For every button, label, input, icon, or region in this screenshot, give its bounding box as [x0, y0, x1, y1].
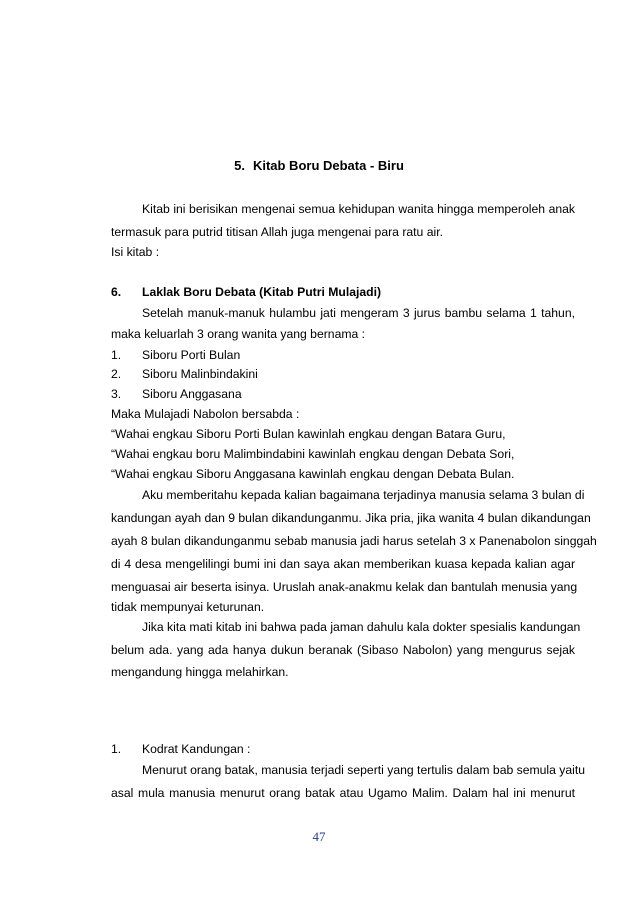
paragraph3-line-1: Jika kita mati kitab ini bahwa pada jaman dahulu kala dokter spesialis kandungan	[142, 620, 581, 634]
list-item-text: Siboru Porti Bulan	[142, 348, 241, 362]
list-item-number: 3.	[111, 387, 122, 401]
section-title-text: Kitab Boru Debata - Biru	[252, 158, 404, 173]
intro-line-3: Isi kitab :	[111, 245, 160, 259]
paragraph2-line-3: ayah 8 bulan dikandunganmu sebab manusia jadi harus setelah 3 x Panenabolon singgah	[111, 534, 597, 548]
paragraph2-line-5: menguasai air beserta isinya. Uruslah anak-anakmu kelak dan bantulah menusia yang	[111, 580, 578, 594]
page-number: 47	[312, 829, 326, 844]
paragraph3-line-2: belum ada. yang ada hanya dukun beranak (Sibaso Nabolon) yang mengurus sejak	[111, 643, 575, 657]
paragraph2-line-1: Aku memberitahu kepada kalian bagaimana terjadinya manusia selama 3 bulan di	[142, 488, 585, 502]
section-title	[0, 158, 638, 174]
paragraph2-line-6: tidak mempunyai keturunan.	[111, 600, 265, 614]
paragraph2-line-2: kandungan ayah dan 9 bulan dikandunganmu. Jika pria, jika wanita 4 bulan dikandungan	[111, 511, 591, 525]
saying-line: Maka Mulajadi Nabolon bersabda :	[111, 407, 300, 421]
paragraph2-line-4: di 4 desa mengelilingi bumi ini dan saya akan memberikan kuasa kepada kalian agar	[111, 557, 575, 571]
section1-number: 1.	[111, 742, 122, 756]
list-item-text: Siboru Malinbindakini	[142, 367, 258, 381]
section1-line-2: asal mula manusia menurut orang batak atau Ugamo Malim. Dalam hal ini menurut	[111, 786, 575, 800]
list-item-text: Siboru Anggasana	[142, 387, 242, 401]
intro-line-1: Kitab ini berisikan mengenai semua kehidupan wanita hingga memperoleh anak	[142, 202, 575, 216]
section6-line-1: Setelah manuk-manuk hulambu jati mengeram 3 jurus bambu selama 1 tahun,	[142, 306, 575, 320]
quote-line-3: “Wahai engkau Siboru Anggasana kawinlah engkau dengan Debata Bulan.	[111, 467, 515, 481]
section6-number: 6.	[111, 285, 122, 299]
quote-line-2: “Wahai engkau boru Malimbindabini kawinlah engkau dengan Debata Sori,	[111, 447, 515, 461]
intro-line-2: termasuk para putrid titisan Allah juga mengenai para ratu air.	[111, 225, 443, 239]
list-item-number: 2.	[111, 367, 122, 381]
section6-heading: Laklak Boru Debata (Kitab Putri Mulajadi)	[142, 285, 382, 299]
paragraph3-line-3: mengandung hingga melahirkan.	[111, 665, 289, 679]
section6-line-2: maka keluarlah 3 orang wanita yang bernama :	[111, 327, 366, 341]
section1-heading: Kodrat Kandungan :	[142, 742, 251, 756]
quote-line-1: “Wahai engkau Siboru Porti Bulan kawinlah engkau dengan Batara Guru,	[111, 427, 506, 441]
section-title-number: 5.	[234, 158, 245, 173]
section1-line-1: Menurut orang batak, manusia terjadi seperti yang tertulis dalam bab semula yaitu	[142, 763, 586, 777]
list-item-number: 1.	[111, 348, 122, 362]
